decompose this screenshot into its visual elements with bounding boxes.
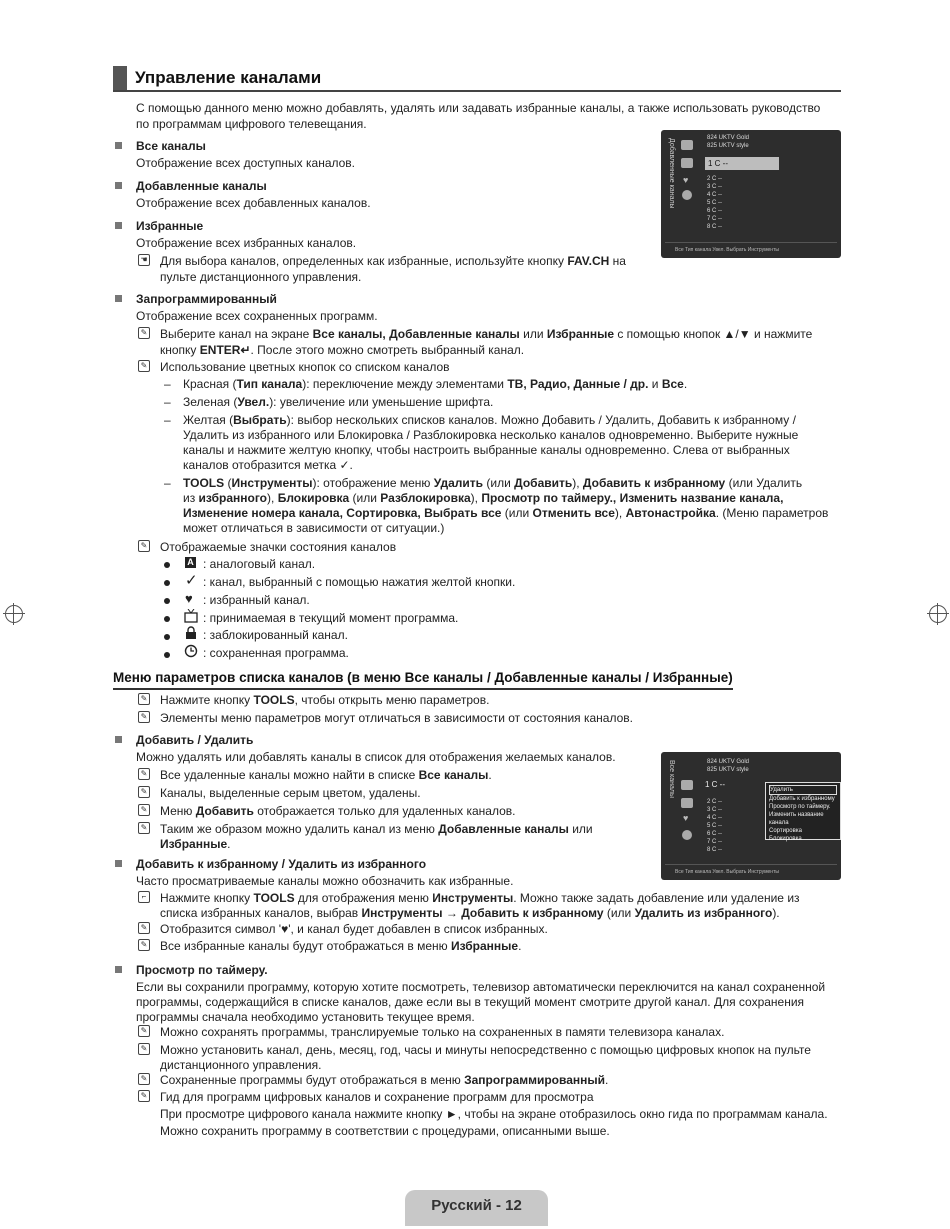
note-select: Выберите канал на экране Все каналы, Добавленные каналы или Избранные с помощью кнопок ▲/▼ и нажмите <box>160 327 813 341</box>
timer-text-3: программы сначала необходимо установить текущее время. <box>136 1010 475 1024</box>
add-note-4: Таким же образом можно удалить канал из меню Добавленные каналы или <box>160 822 593 836</box>
dot <box>164 562 170 568</box>
tools-text-3: Изменение номера канала, Сортировка, Выбрать все (или Отменить все), Автонастройка. (Меню параметров <box>183 506 829 520</box>
yellow-button-text-3: каналы и нажмите желтую кнопку, чтобы настроить выбранные каналы одновременно. Слева от выбранных <box>183 443 790 457</box>
tv-footer: Все Тип канала Увел. Выбрать Инструменты <box>675 869 779 875</box>
tools-note: Нажмите кнопку TOOLS, чтобы открыть меню параметров. <box>160 693 490 707</box>
add-note-1: Все удаленные каналы можно найти в списке Все каналы. <box>160 768 492 782</box>
status-selected: : канал, выбранный с помощью нажатия желтой кнопки. <box>203 575 516 589</box>
divider <box>665 242 837 243</box>
heart-icon: ♥ <box>185 591 193 606</box>
tv-screen-channel-list <box>661 130 841 258</box>
tv-row: 3 C -- <box>707 184 722 190</box>
favorite-text: Часто просматриваемые каналы можно обозначить как избранные. <box>136 874 514 888</box>
intro-line-2: по программам цифрового телевещания. <box>136 117 367 131</box>
note-icon: ✎ <box>138 360 150 372</box>
dot <box>164 616 170 622</box>
tv-row: 5 C -- <box>707 200 722 206</box>
fav-tools-note-2: списка избранных каналов, выбрав Инструменты → Добавить к избранному (или Удалить из избранного). <box>160 906 780 920</box>
page-number: Русский - 12 <box>431 1197 522 1214</box>
hand-note-icon: ☚ <box>138 254 150 266</box>
status-current: : принимаемая в текущий момент программа. <box>203 611 459 625</box>
note-icon: ✎ <box>138 1090 150 1102</box>
favorite-heading: Добавить к избранному / Удалить из избранного <box>136 857 427 871</box>
tv-row: 2 C -- <box>707 799 722 805</box>
add-icon <box>681 798 693 808</box>
status-analog: : аналоговый канал. <box>203 557 316 571</box>
timer-heading: Просмотр по таймеру. <box>136 963 268 977</box>
note-icon: ✎ <box>138 939 150 951</box>
note-select-2: кнопку ENTER↵. После этого можно смотреть выбранный канал. <box>160 343 525 357</box>
menu-item-lock[interactable]: Блокировка <box>769 836 802 842</box>
yellow-button-text: Желтая (Выбрать): выбор нескольких списков каналов. Можно Добавить / Удалить, Добавить к избранному / <box>183 413 796 427</box>
tv-top-row: 825 UKTV style <box>707 767 749 773</box>
header-marker <box>113 66 127 90</box>
menu-item-rename[interactable]: Изменить название канала <box>769 812 824 826</box>
menu-item-add-favorite[interactable]: Добавить к избранному <box>769 796 835 802</box>
added-channels-heading: Добавленные каналы <box>136 179 267 193</box>
registration-mark-left <box>5 605 23 623</box>
yellow-button-text-2: Удалить из избранного или Блокировка / Разблокировка несколько каналов одновременно. Выберите нужные <box>183 428 799 442</box>
menu-item-delete[interactable]: Удалить <box>769 785 837 795</box>
heart-icon: ♥ <box>683 175 689 185</box>
programmed-text: Отображение всех сохраненных программ. <box>136 309 378 323</box>
all-channels-heading: Все каналы <box>136 139 206 153</box>
antenna-icon <box>681 780 693 790</box>
note-icon: ✎ <box>138 540 150 552</box>
tv-top-row: 824 UKTV Gold <box>707 759 750 765</box>
note-icon: ✎ <box>138 1043 150 1055</box>
tv-row: 4 C -- <box>707 815 722 821</box>
add-note-3: Меню Добавить отображается только для удаленных каналов. <box>160 804 516 818</box>
analog-icon: A <box>185 557 196 568</box>
note-icon: ✎ <box>138 822 150 834</box>
timer-note-3: Сохраненные программы будут отображаться в меню Запрограммированный. <box>160 1073 609 1087</box>
note-icon: ✎ <box>138 804 150 816</box>
tv-row: 7 C -- <box>707 216 722 222</box>
programmed-heading: Запрограммированный <box>136 292 277 306</box>
bullet <box>115 966 122 973</box>
bullet <box>115 142 122 149</box>
heart-icon: ♥ <box>683 813 689 823</box>
dot <box>164 634 170 640</box>
fav-note-menu: Все избранные каналы будут отображаться в меню Избранные. <box>160 939 522 953</box>
yellow-button-text-4: каналов отобразится метка ✓. <box>183 458 353 472</box>
tools-icon: ⌐ <box>138 891 150 903</box>
favorites-text: Отображение всех избранных каналов. <box>136 236 357 250</box>
note-icon: ✎ <box>138 786 150 798</box>
dot <box>164 652 170 658</box>
clock-icon <box>682 830 692 840</box>
timer-note-4b: При просмотре цифрового канала нажмите кнопку ►, чтобы на экране отобразилось окно гида по программам канала. <box>160 1107 828 1121</box>
dash: – <box>164 395 171 409</box>
timer-text-1: Если вы сохранили программу, которую хотите посмотреть, телевизор автоматически переключится на канал сохраненной <box>136 980 826 994</box>
tv-row: 6 C -- <box>707 208 722 214</box>
tv-selected-row: 1 C -- <box>705 157 779 170</box>
note-icon: ✎ <box>138 1073 150 1085</box>
tv-selected-row: 1 C -- <box>705 780 725 789</box>
antenna-icon <box>681 140 693 150</box>
status-favorite: : избранный канал. <box>203 593 310 607</box>
tv-row: 4 C -- <box>707 192 722 198</box>
clock-icon <box>682 190 692 200</box>
dash: – <box>164 476 171 490</box>
all-channels-text: Отображение всех доступных каналов. <box>136 156 356 170</box>
note-icon: ✎ <box>138 768 150 780</box>
red-button-text: Красная (Тип канала): переключение между элементами ТВ, Радио, Данные / др. и Все. <box>183 377 688 391</box>
timer-note-2: Можно установить канал, день, месяц, год, часы и минуты непосредственно с помощью цифровых кнопок на пульте <box>160 1043 811 1057</box>
intro-line-1: С помощью данного меню можно добавлять, удалять или задавать избранные каналы, а также использовать руководство <box>136 101 821 115</box>
add-icon <box>681 158 693 168</box>
tv-side-label: Добавленные каналы <box>668 138 675 209</box>
tv-row: 2 C -- <box>707 176 722 182</box>
bullet <box>115 222 122 229</box>
tv-side-label: Все каналы <box>668 760 675 798</box>
note-icon: ✎ <box>138 922 150 934</box>
status-saved: : сохраненная программа. <box>203 646 349 660</box>
tv-footer: Все Тип канала Увел. Выбрать Инструменты <box>675 247 779 253</box>
timer-text-2: программы, содержащийся в списке каналов, даже если вы в текущий момент смотрите другой канал. Для сохранения <box>136 995 805 1009</box>
tv-row: 8 C -- <box>707 224 722 230</box>
add-note-2: Каналы, выделенные серым цветом, удалены. <box>160 786 421 800</box>
add-delete-text: Можно удалять или добавлять каналы в список для отображения желаемых каналов. <box>136 750 616 764</box>
added-channels-text: Отображение всех добавленных каналов. <box>136 196 371 210</box>
enter-icon: ↵ <box>240 343 251 357</box>
registration-mark-right <box>929 605 947 623</box>
bullet <box>115 860 122 867</box>
tv-row: 5 C -- <box>707 823 722 829</box>
page-number-tab <box>405 1190 548 1226</box>
page-title: Управление каналами <box>135 68 322 87</box>
note-icon: ✎ <box>138 693 150 705</box>
tv-row: 6 C -- <box>707 831 722 837</box>
note-color-buttons: Использование цветных кнопок со списком каналов <box>160 360 450 374</box>
add-delete-heading: Добавить / Удалить <box>136 733 254 747</box>
status-icons-note: Отображаемые значки состояния каналов <box>160 540 397 554</box>
bullet <box>115 295 122 302</box>
tools-menu <box>765 782 841 840</box>
tv-top-row: 824 UKTV Gold <box>707 135 750 141</box>
green-button-text: Зеленая (Увел.): увеличение или уменьшение шрифта. <box>183 395 494 409</box>
add-note-4b: Избранные. <box>160 837 231 851</box>
bullet <box>115 182 122 189</box>
note-icon: ✎ <box>138 1025 150 1037</box>
timer-note-1: Можно сохранять программы, транслируемые только на сохраненных в памяти телевизора каналах. <box>160 1025 725 1039</box>
fav-note-2: пульте дистанционного управления. <box>160 270 362 284</box>
fav-note-symbol: Отобразится символ '♥', и канал будет добавлен в список избранных. <box>160 922 548 936</box>
dash: – <box>164 413 171 427</box>
fav-note: Для выбора каналов, определенных как избранные, используйте кнопку FAV.CH на <box>160 254 626 268</box>
note-icon: ✎ <box>138 711 150 723</box>
options-note: Элементы меню параметров могут отличаться в зависимости от состояния каналов. <box>160 711 633 725</box>
timer-note-2b: дистанционного управления. <box>160 1058 322 1072</box>
favorites-heading: Избранные <box>136 219 204 233</box>
section-2-title: Меню параметров списка каналов (в меню Все каналы / Добавленные каналы / Избранные) <box>113 669 733 690</box>
tv-screen-options-menu <box>661 752 841 880</box>
tools-text: TOOLS (Инструменты): отображение меню Удалить (или Добавить), Добавить к избранному (или Удалить <box>183 476 803 490</box>
timer-note-4: Гид для программ цифровых каналов и сохранение программ для просмотра <box>160 1090 594 1104</box>
tv-top-row: 825 UKTV style <box>707 143 749 149</box>
tools-text-2: из избранного), Блокировка (или Разблокировка), Просмотр по таймеру., Изменить название канала, <box>183 491 784 505</box>
dot <box>164 580 170 586</box>
bullet <box>115 736 122 743</box>
menu-item-sort[interactable]: Сортировка <box>769 828 802 834</box>
lock-icon <box>185 626 197 640</box>
menu-item-timer[interactable]: Просмотр по таймеру. <box>769 804 831 810</box>
fav-tools-note: Нажмите кнопку TOOLS для отображения меню Инструменты. Можно также задать добавление или удаление из <box>160 891 800 905</box>
check-icon: ✓ <box>185 572 198 589</box>
divider <box>665 864 837 865</box>
section-header <box>113 66 841 92</box>
tv-row: 8 C -- <box>707 847 722 853</box>
tools-text-4: может отличаться в зависимости от ситуации.) <box>183 521 445 535</box>
note-icon: ✎ <box>138 327 150 339</box>
status-locked: : заблокированный канал. <box>203 628 348 642</box>
tv-row: 3 C -- <box>707 807 722 813</box>
dash: – <box>164 377 171 391</box>
timer-note-4c: Можно сохранить программу в соответствии с процедурами, описанными выше. <box>160 1124 610 1138</box>
tv-row: 7 C -- <box>707 839 722 845</box>
dot <box>164 598 170 604</box>
clock-icon <box>184 644 198 658</box>
tv-icon <box>184 609 198 623</box>
